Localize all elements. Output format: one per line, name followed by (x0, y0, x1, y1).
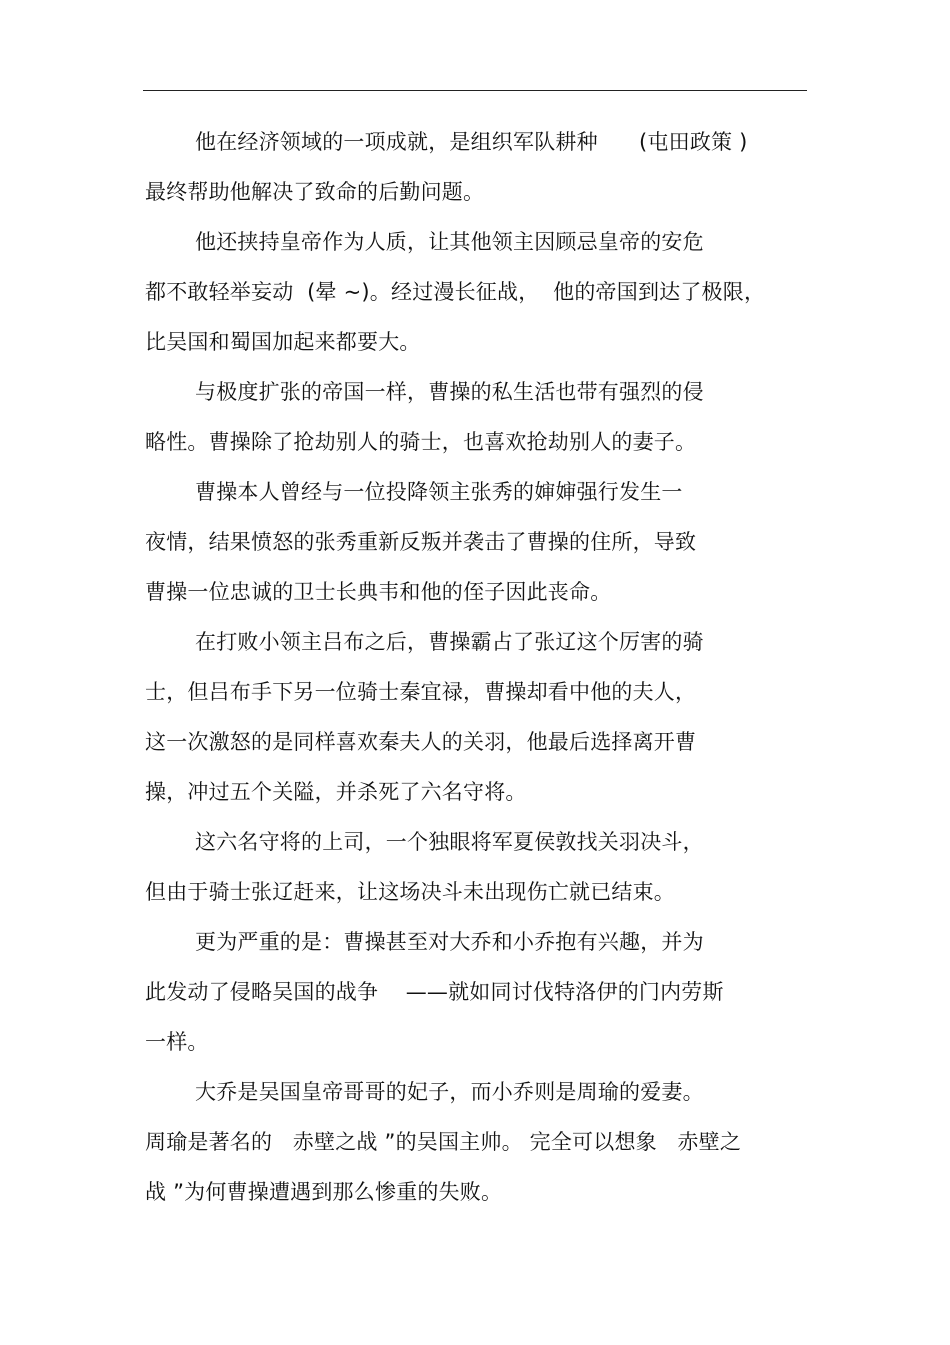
paragraph-line: 都不敢轻举妄动 (晕 ~)。经过漫长征战， 他的帝国到达了极限， (145, 280, 766, 304)
paragraph-line: 士，但吕布手下另一位骑士秦宜禄，曹操却看中他的夫人， (145, 680, 697, 704)
paragraph-line: 一样。 (145, 1030, 209, 1054)
paragraph-line: 与极度扩张的帝国一样，曹操的私生活也带有强烈的侵 (195, 380, 704, 404)
paragraph-line: 最终帮助他解决了致命的后勤问题。 (145, 180, 485, 204)
paragraph-line: 操，冲过五个关隘，并杀死了六名守将。 (145, 780, 527, 804)
paragraph-line: 此发动了侵略吴国的战争 ——就如同讨伐特洛伊的门内劳斯 (145, 980, 724, 1004)
paragraph-line: 曹操本人曾经与一位投降领主张秀的婶婶强行发生一 (195, 480, 683, 504)
paragraph-line: 略性。曹操除了抢劫别人的骑士，也喜欢抢劫别人的妻子。 (145, 430, 697, 454)
paragraph-line: 战 ”为何曹操遭遇到那么惨重的失败。 (145, 1180, 503, 1204)
paragraph-line: 这六名守将的上司，一个独眼将军夏侯敦找关羽决斗， (195, 830, 704, 854)
paragraph-line: 夜情，结果愤怒的张秀重新反叛并袭击了曹操的住所，导致 (145, 530, 697, 554)
paragraph-line: 这一次激怒的是同样喜欢秦夫人的关羽，他最后选择离开曹 (145, 730, 697, 754)
paragraph-line: 比吴国和蜀国加起来都要大。 (145, 330, 421, 354)
paragraph-line: 曹操一位忠诚的卫士长典韦和他的侄子因此丧命。 (145, 580, 612, 604)
paragraph-line: 他还挟持皇帝作为人质，让其他领主因顾忌皇帝的安危 (195, 230, 704, 254)
paragraph-line: 大乔是吴国皇帝哥哥的妃子，而小乔则是周瑜的爱妻。 (195, 1080, 704, 1104)
paragraph-line: 周瑜是著名的 赤壁之战 ”的吴国主帅。 完全可以想象 赤壁之 (145, 1130, 742, 1154)
header-rule (143, 90, 807, 91)
paragraph-line: 但由于骑士张辽赶来，让这场决斗未出现伤亡就已结束。 (145, 880, 675, 904)
paragraph-line: 更为严重的是：曹操甚至对大乔和小乔抱有兴趣，并为 (195, 930, 704, 954)
paragraph-line: 他在经济领域的一项成就，是组织军队耕种 (屯田政策 ) (195, 130, 748, 154)
paragraph-line: 在打败小领主吕布之后，曹操霸占了张辽这个厉害的骑 (195, 630, 704, 654)
